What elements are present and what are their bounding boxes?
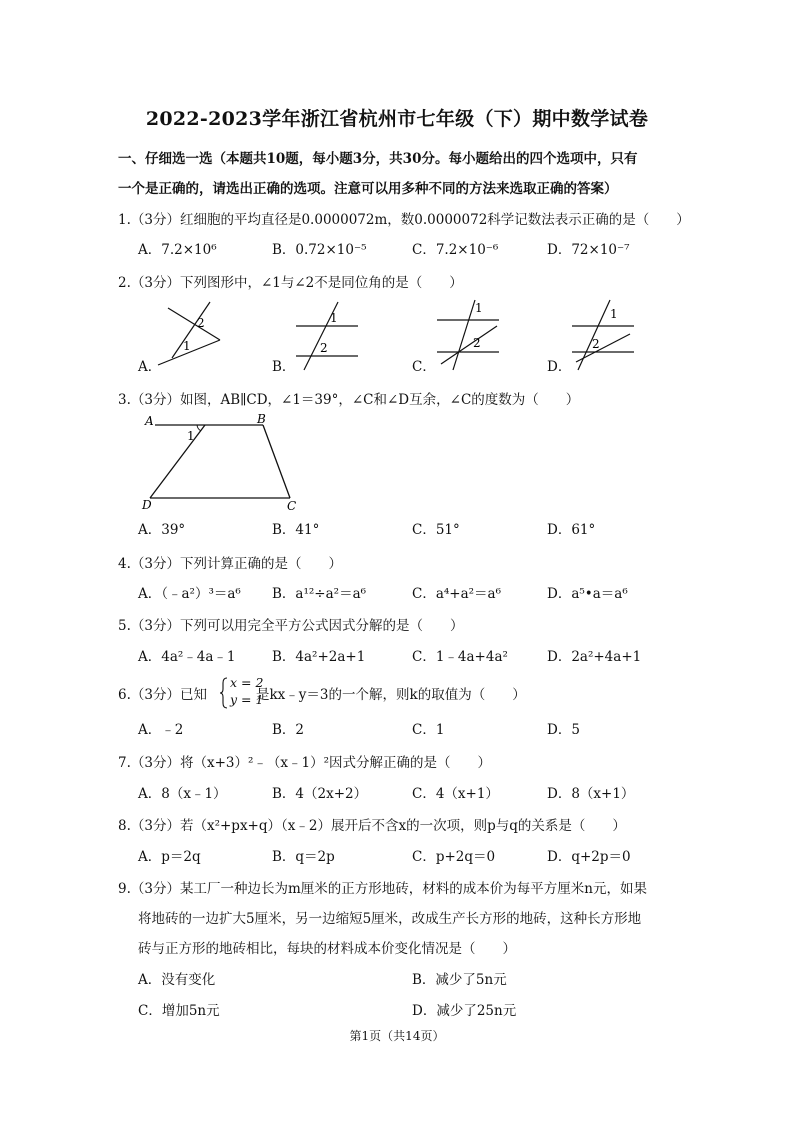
section-heading-line1: 一、仔细选一选（本题共10题，每小题3分，共30分。每小题给出的四个选项中，只有	[118, 151, 638, 167]
question-6-brace-bottom: y = 1	[230, 692, 264, 707]
question-6-brace	[219, 676, 229, 710]
question-2-option-c: C．	[412, 359, 436, 375]
question-3-figure	[140, 410, 310, 515]
question-5-stem: 5.（3分）下列可以用完全平方公式因式分解的是（ ）	[118, 618, 464, 634]
question-9-stem-line3: 砖与正方形的地砖相比，每块的材料成本价变化情况是（ ）	[138, 941, 516, 957]
question-6-option-b: B．2	[272, 722, 305, 738]
question-3-label-d: D	[142, 498, 152, 512]
question-4-option-a: A．（﹣a²）³＝a⁶	[138, 586, 241, 602]
question-7-option-b: B．4（2x+2）	[272, 786, 368, 802]
question-5-option-c: C．1﹣4a+4a²	[412, 649, 508, 665]
question-2-figure-c-label-2: 2	[473, 336, 481, 350]
question-4-option-c: C．a⁴+a²＝a⁶	[412, 586, 502, 602]
question-5-option-b: B．4a²+2a+1	[272, 649, 366, 665]
question-9-option-a: A．没有变化	[138, 972, 216, 988]
question-7-stem: 7.（3分）将（x+3）²﹣（x﹣1）²因式分解正确的是（ ）	[118, 755, 492, 771]
question-2-figure-d-label-2: 2	[592, 337, 600, 351]
question-6-stem-prefix: 6.（3分）已知	[118, 687, 207, 703]
question-7-option-c: C．4（x+1）	[412, 786, 499, 802]
question-5-option-a: A．4a²﹣4a﹣1	[138, 649, 236, 665]
question-2-option-b: B．	[272, 359, 296, 375]
question-2-stem: 2.（3分）下列图形中，∠1与∠2不是同位角的是（ ）	[118, 275, 463, 291]
question-9-option-d: D．减少了25n元	[412, 1003, 517, 1019]
question-1-stem: 1.（3分）红细胞的平均直径是0.0000072m，数0.0000072科学记数法表示正确的是（ ）	[118, 212, 690, 228]
question-4-option-d: D．a⁵•a＝a⁶	[547, 586, 628, 602]
question-2-figure-b-label-1: 1	[330, 311, 338, 325]
question-2-figure-a	[150, 300, 230, 372]
question-3-option-b: B．41°	[272, 522, 320, 538]
question-1-option-b: B．0.72×10⁻⁵	[272, 242, 367, 258]
question-8-option-a: A．p＝2q	[138, 849, 201, 865]
question-1-option-d: D．72×10⁻⁷	[547, 242, 630, 258]
question-2-option-d: D．	[547, 359, 572, 375]
question-5-option-d: D．2a²+4a+1	[547, 649, 642, 665]
question-3-option-a: A．39°	[138, 522, 186, 538]
question-9-stem-line1: 9.（3分）某工厂一种边长为m厘米的正方形地砖，材料的成本价为每平方厘米n元，如果	[118, 881, 647, 897]
question-2-figure-d	[568, 298, 640, 372]
question-3-option-c: C．51°	[412, 522, 460, 538]
question-4-option-b: B．a¹²÷a²＝a⁶	[272, 586, 367, 602]
question-3-option-d: D．61°	[547, 522, 596, 538]
question-2-figure-a-label-1: 1	[183, 339, 191, 353]
question-8-option-c: C．p+2q＝0	[412, 849, 496, 865]
question-6-stem-suffix: 是kx﹣y＝3的一个解，则k的取值为（ ）	[256, 687, 526, 703]
question-3-label-b: B	[257, 412, 266, 426]
question-8-option-d: D．q+2p＝0	[547, 849, 631, 865]
page-title: 2022-2023学年浙江省杭州市七年级（下）期中数学试卷	[145, 108, 649, 130]
question-3-stem: 3.（3分）如图，AB∥CD，∠1＝39°，∠C和∠D互余，∠C的度数为（ ）	[118, 392, 580, 408]
question-3-label-a: A	[145, 414, 154, 428]
question-6-option-d: D．5	[547, 722, 580, 738]
question-2-figure-d-label-1: 1	[610, 307, 618, 321]
question-6-option-c: C．1	[412, 722, 445, 738]
question-6-brace-top: x = 2	[230, 675, 264, 690]
question-2-option-a: A．	[138, 359, 162, 375]
section-heading-line2: 一个是正确的，请选出正确的选项。注意可以用多种不同的方法来选取正确的答案）	[118, 181, 618, 197]
question-8-option-b: B．q＝2p	[272, 849, 335, 865]
question-3-label-angle-1: 1	[187, 429, 195, 443]
question-2-figure-c-label-1: 1	[475, 301, 483, 315]
question-9-option-b: B．减少了5n元	[412, 972, 507, 988]
question-9-stem-line2: 将地砖的一边扩大5厘米，另一边缩短5厘米，改成生产长方形的地砖，这种长方形地	[138, 911, 642, 927]
question-7-option-d: D．8（x+1）	[547, 786, 635, 802]
question-3-label-c: C	[287, 499, 297, 513]
page-footer: 第1页（共14页）	[349, 1029, 445, 1043]
question-2-figure-c	[433, 298, 505, 372]
question-6-option-a: A．﹣2	[138, 722, 184, 738]
question-2-figure-b-label-2: 2	[320, 341, 328, 355]
question-2-figure-b	[292, 300, 362, 372]
question-7-option-a: A．8（x﹣1）	[138, 786, 227, 802]
question-1-option-c: C．7.2×10⁻⁶	[412, 242, 499, 258]
question-4-stem: 4.（3分）下列计算正确的是（ ）	[118, 556, 342, 572]
question-1-option-a: A．7.2×10⁶	[138, 242, 217, 258]
question-9-option-c: C．增加5n元	[138, 1003, 220, 1019]
question-2-figure-a-label-2: 2	[197, 316, 205, 330]
question-8-stem: 8.（3分）若（x²+px+q）（x﹣2）展开后不含x的一次项，则p与q的关系是（ ）	[118, 818, 626, 834]
